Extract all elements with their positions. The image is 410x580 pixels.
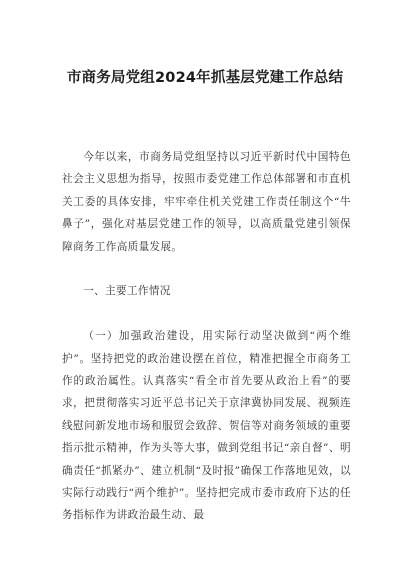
paragraph-spacer: [62, 303, 351, 325]
document-body: [62, 146, 351, 527]
document-title: 市商务局党组2024年抓基层党建工作总结: [66, 70, 344, 86]
section-paragraph: （一）加强政治建设，用实际行动坚决做到“两个维护”。坚持把党的政治建设摆在首位，精准把握全市商务工作的政治属性。认真落实“看全市首先要从政治上看”的要求，把贯彻落实习近平总书记关于京津冀协同发展、视频连线慰问新发地市场和服贸会致辞、贺信等对商务领域的重要指示批示精神，作为头等大事，做到党组书记“亲自督”、明确责任“抓紧办”、建立机制“及时报”确保工作落地见效，以实际行动践行“两个维护”。坚持把完成市委市政府下达的任务指标作为讲政治最生动、最: [62, 330, 351, 522]
section-heading: 一、主要工作情况: [83, 285, 171, 298]
paragraph-spacer: [62, 258, 351, 280]
intro-paragraph: 今年以来，市商务局党组坚持以习近平新时代中国特色社会主义思想为指导，按照市委党建工作总体部署和市直机关工委的具体安排，牢牢牵住机关党建工作责任制这个“牛鼻子”，强化对基层党建工作的领导，以高质量党建引领保障商务工作高质量发展。: [62, 151, 351, 253]
